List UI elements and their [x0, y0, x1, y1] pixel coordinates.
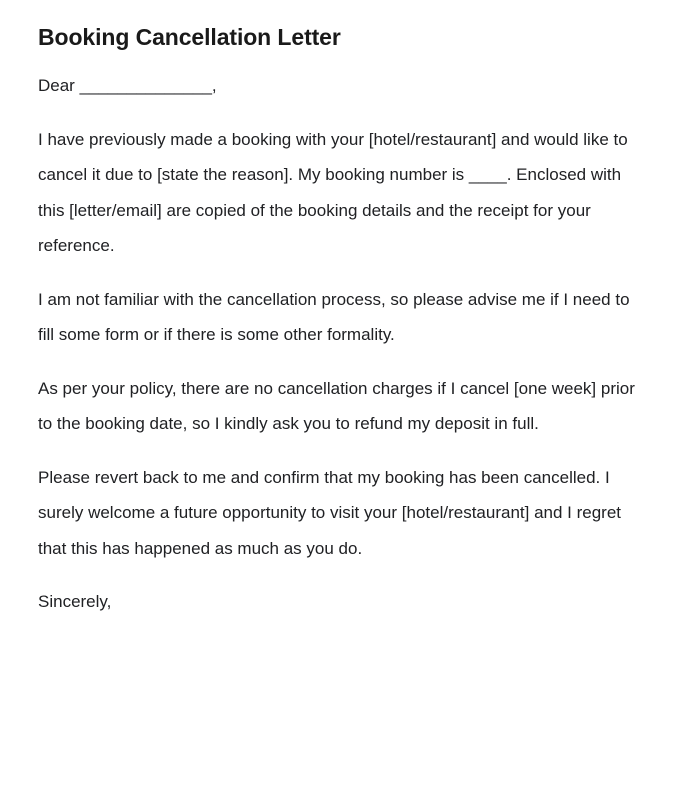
salutation-line: Dear ______________, [38, 76, 217, 95]
letter-body [38, 68, 638, 620]
body-paragraph-2: I am not familiar with the cancellation process, so please advise me if I need to fill some form or if there is some other formality. [38, 289, 630, 344]
body-paragraph-4: Please revert back to me and confirm that my booking has been cancelled. I surely welcome a future opportunity to visit your [hotel/restaurant] and I regret that this has happened as much as you do. [38, 467, 622, 558]
body-paragraph-1: I have previously made a booking with your [hotel/restaurant] and would like to cancel it due to [state the reason]. My booking number is ____. Enclosed with this [letter/email] are copied of the booking details and the receipt for your reference. [38, 129, 628, 255]
letter-container [38, 22, 638, 620]
body-paragraph-3: As per your policy, there are no cancellation charges if I cancel [one week] prior to the booking date, so I kindly ask you to refund my deposit in full. [38, 378, 635, 433]
page-title: Booking Cancellation Letter [38, 24, 341, 50]
closing-line: Sincerely, [38, 592, 112, 611]
